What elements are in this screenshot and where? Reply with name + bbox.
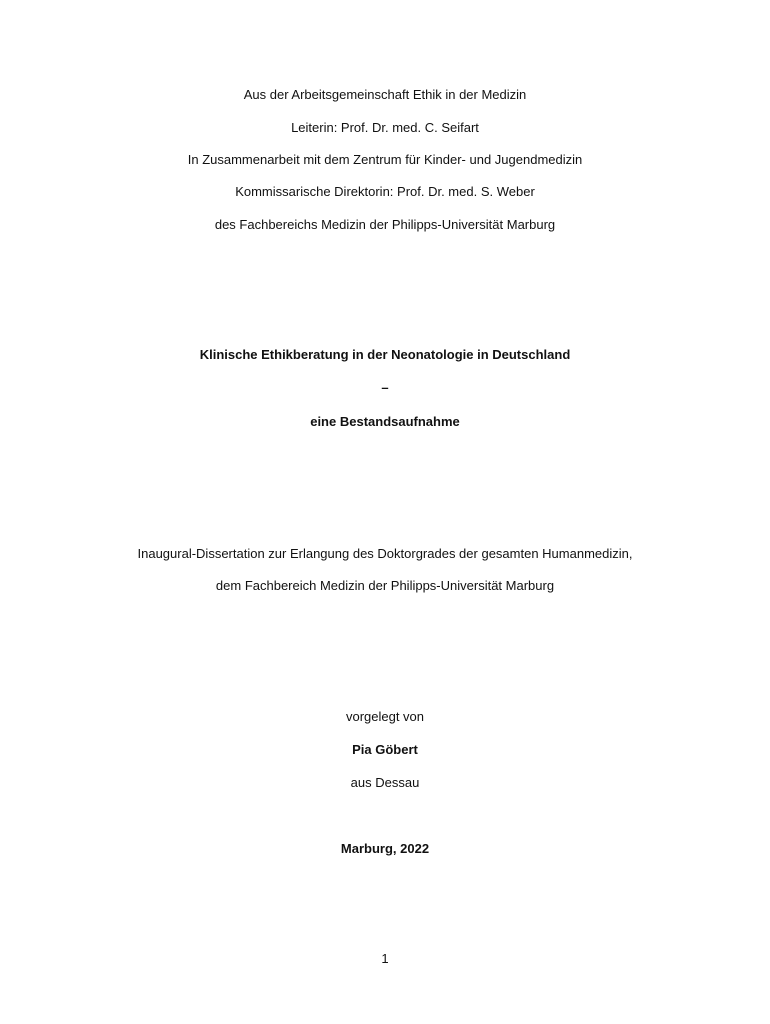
page-number: 1 — [381, 951, 389, 966]
place-date: Marburg, 2022 — [340, 841, 430, 856]
author-origin: aus Dessau — [350, 775, 420, 790]
header-cooperation: In Zusammenarbeit mit dem Zentrum für Kinder- und Jugendmedizin — [187, 152, 583, 167]
header-head: Leiterin: Prof. Dr. med. C. Seifart — [291, 120, 479, 135]
thesis-title: Klinische Ethikberatung in der Neonatologie in Deutschland — [199, 347, 571, 362]
header-director: Kommissarische Direktorin: Prof. Dr. med. S. Weber — [235, 184, 535, 199]
submitted-by-label: vorgelegt von — [345, 709, 425, 724]
title-dash: – — [381, 380, 389, 395]
dissertation-faculty: dem Fachbereich Medizin der Philipps-Universität Marburg — [215, 578, 555, 593]
header-faculty: des Fachbereichs Medizin der Philipps-Universität Marburg — [214, 217, 556, 232]
author-name: Pia Göbert — [352, 742, 418, 757]
thesis-subtitle: eine Bestandsaufnahme — [310, 414, 460, 429]
dissertation-purpose: Inaugural-Dissertation zur Erlangung des Doktorgrades der gesamten Humanmedizin, — [137, 546, 633, 561]
header-institute: Aus der Arbeitsgemeinschaft Ethik in der Medizin — [243, 87, 527, 102]
